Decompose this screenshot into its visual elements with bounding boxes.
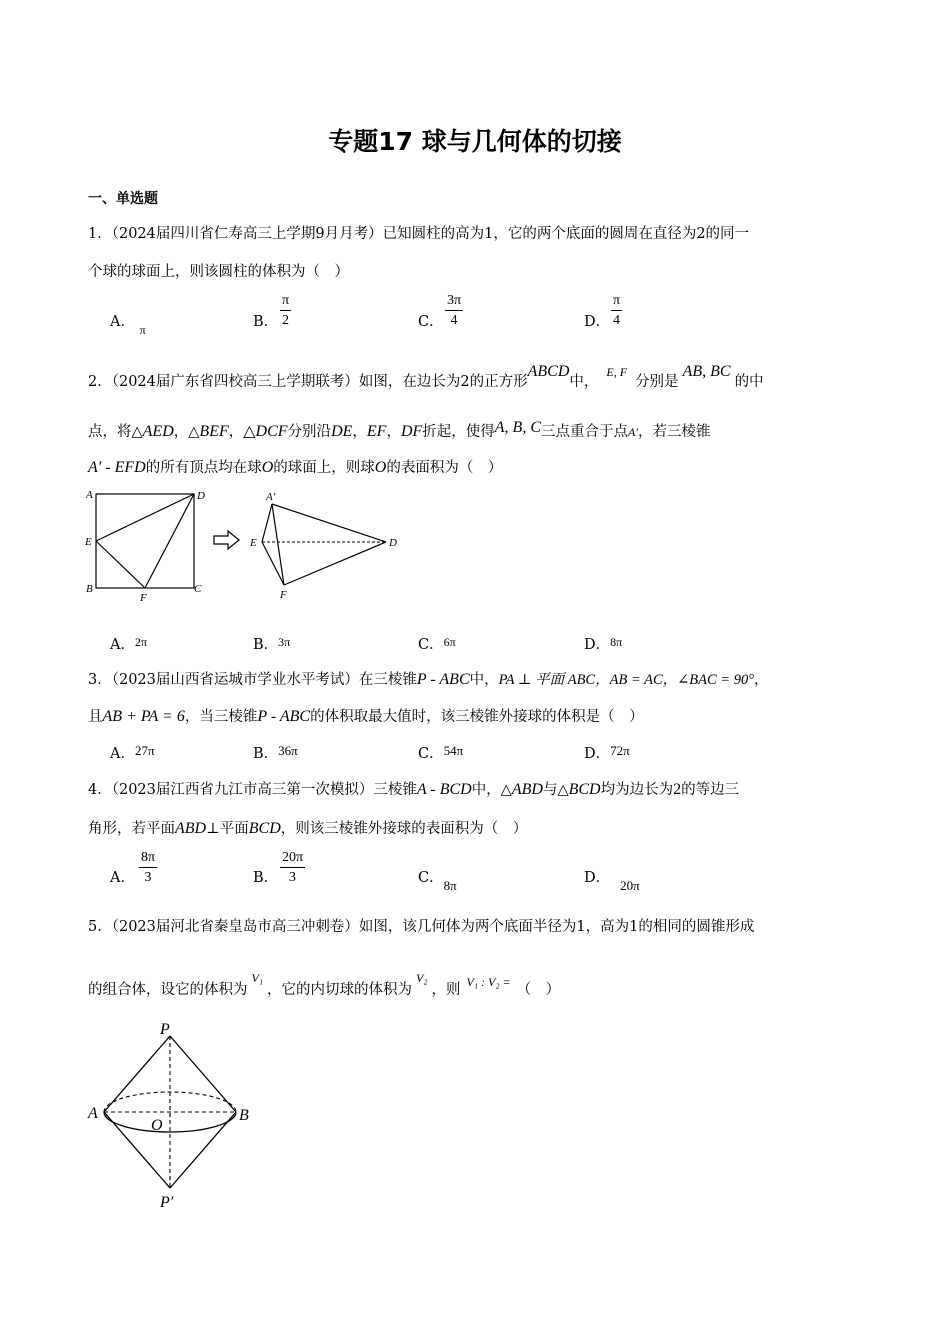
math: EF xyxy=(366,423,387,440)
text: ， xyxy=(228,424,244,440)
q1-option-c[interactable] xyxy=(418,310,444,331)
text: 中， xyxy=(469,672,499,688)
q1-line2: 个球的球面上，则该圆柱的体积为（ ） xyxy=(88,264,349,280)
text: 3．（2023届山西省运城市学业水平考试）在三棱锥 xyxy=(88,672,417,688)
q2-option-c[interactable] xyxy=(418,633,456,654)
option-label: D． xyxy=(584,870,611,886)
text: ⊥平面 xyxy=(206,821,249,837)
text: 的表面积为（ ） xyxy=(386,460,503,476)
option-label: D． xyxy=(584,637,611,653)
q2-option-b[interactable] xyxy=(253,633,290,654)
math: V₁ xyxy=(251,971,264,985)
option-value: π xyxy=(139,323,146,337)
label-a: A xyxy=(86,489,93,501)
label-b: B xyxy=(86,583,93,595)
right-arrow-icon xyxy=(212,528,242,552)
math: ABD xyxy=(175,820,207,837)
q4-option-b[interactable] xyxy=(253,866,278,887)
option-label: C． xyxy=(418,314,444,330)
math: DF xyxy=(400,423,423,440)
label-e: E xyxy=(250,537,257,549)
q2-line1 xyxy=(88,363,764,391)
option-label: B． xyxy=(253,746,279,762)
q1-option-a[interactable] xyxy=(110,310,146,337)
q4-option-a-fraction xyxy=(139,850,157,886)
text: 的所有顶点均在球 xyxy=(145,460,262,476)
label-d: D xyxy=(197,490,205,502)
option-label: C． xyxy=(418,637,444,653)
q2-option-d[interactable] xyxy=(584,633,622,654)
q1-option-b-fraction xyxy=(280,293,291,329)
math: A, B, C xyxy=(494,419,541,436)
text: 折起，使得 xyxy=(422,424,495,440)
math: ABCD xyxy=(527,363,570,380)
math: V₂ xyxy=(416,971,428,985)
label-a-prime: A′ xyxy=(266,491,276,503)
option-label: C． xyxy=(418,870,444,886)
square-outline xyxy=(96,494,194,588)
fraction-numerator: 20π xyxy=(282,850,304,865)
q3-option-b[interactable] xyxy=(253,742,298,763)
math: P - ABC xyxy=(416,671,470,688)
segment-ed xyxy=(96,494,194,541)
q5-double-cone-figure xyxy=(84,1016,264,1214)
edge-pa xyxy=(104,1036,170,1112)
fraction-denominator: 4 xyxy=(613,313,621,328)
math: ABD xyxy=(511,781,543,798)
math: O xyxy=(374,459,387,476)
edge-ad xyxy=(272,504,386,542)
math: BEF xyxy=(199,423,229,440)
label-p-prime: P′ xyxy=(160,1194,174,1211)
section-heading: 一、单选题 xyxy=(88,191,158,207)
math: BCD xyxy=(248,820,281,837)
text: 角形，若平面 xyxy=(88,821,175,837)
q5-line2 xyxy=(88,971,561,999)
q3-line2 xyxy=(88,705,644,726)
text: 的等边三 xyxy=(681,782,740,798)
math: DE xyxy=(331,423,353,440)
q2-option-a[interactable] xyxy=(110,633,147,654)
option-label: A． xyxy=(110,746,135,762)
text: 的体积取最大值时，该三棱锥外接球的体积是（ ） xyxy=(310,709,644,725)
fraction-denominator: 3 xyxy=(144,870,152,885)
text: 三点重合于点 xyxy=(540,424,628,440)
fraction-numerator: π xyxy=(282,293,290,308)
text: 的组合体，设它的体积为 xyxy=(88,982,248,998)
q1-option-d[interactable] xyxy=(584,310,610,331)
fraction-denominator: 2 xyxy=(282,313,290,328)
option-label: D． xyxy=(584,746,611,762)
q1-option-c-fraction xyxy=(445,293,463,329)
text: 中，△ xyxy=(471,782,512,798)
text: ，当三棱锥 xyxy=(184,709,258,725)
fraction-numerator: π xyxy=(613,293,621,308)
q4-line2 xyxy=(88,817,527,838)
option-value: 54π xyxy=(443,743,464,758)
q5-line1: 5．（2023届河北省秦皇岛市高三冲刺卷）如图，该几何体为两个底面半径为1，高为1的相同的圆锥形成 xyxy=(88,919,755,935)
text: 分别沿 xyxy=(287,424,332,440)
text: 均为边长为 xyxy=(600,782,674,798)
option-label: C． xyxy=(418,746,444,762)
text: 分别是 xyxy=(635,374,679,390)
q1-option-d-fraction xyxy=(611,293,622,329)
option-label: D． xyxy=(584,314,611,330)
q4-option-a[interactable] xyxy=(110,866,135,887)
text: 4．（2023届江西省九江市高三第一次模拟）三棱锥 xyxy=(88,782,417,798)
q1-option-b[interactable] xyxy=(253,310,278,331)
math: AB, BC xyxy=(682,363,731,380)
q3-option-d[interactable] xyxy=(584,742,630,763)
edge-fd xyxy=(284,542,386,585)
math: A′ xyxy=(627,425,638,439)
math: O xyxy=(261,459,274,476)
q3-option-a[interactable] xyxy=(110,742,155,763)
option-label: B． xyxy=(253,314,279,330)
option-value: 27π xyxy=(134,743,155,758)
math: P - ABC xyxy=(257,708,311,725)
edge-pb xyxy=(170,1036,236,1112)
text: （ ） xyxy=(516,982,561,998)
text: ，则该三棱锥外接球的表面积为（ ） xyxy=(280,821,528,837)
math: A - BCD xyxy=(416,781,472,798)
text: ，它的内切球的体积为 xyxy=(267,982,413,998)
text: 且 xyxy=(88,709,103,725)
edge-ae xyxy=(262,504,272,542)
option-value: 3π xyxy=(278,635,291,649)
math: BCD xyxy=(568,781,601,798)
q4-option-c[interactable] xyxy=(418,866,457,893)
q2-line3 xyxy=(88,456,502,477)
text: ， xyxy=(352,424,367,440)
math: △DCF xyxy=(243,423,288,440)
option-value: 20π xyxy=(620,878,640,893)
math: PA ⊥ 平面 ABC，AB = AC，∠BAC = 90° xyxy=(498,672,754,688)
fraction-numerator: 3π xyxy=(447,293,462,308)
q3-line1 xyxy=(88,668,769,689)
text: 与△ xyxy=(542,782,569,798)
option-value: 2π xyxy=(134,635,148,649)
q1-line1: 1．（2024届四川省仁寿高三上学期9月月考）已知圆柱的高为1，它的两个底面的圆周在直径为2的同一 xyxy=(88,226,750,242)
q4-option-d[interactable] xyxy=(584,866,640,893)
option-label: A． xyxy=(110,870,135,886)
fraction-denominator: 4 xyxy=(450,313,458,328)
label-c: C xyxy=(194,583,202,595)
q3-option-c[interactable] xyxy=(418,742,463,763)
option-value: 8π xyxy=(610,635,623,649)
option-label: A． xyxy=(110,637,135,653)
math: AB + PA = 6 xyxy=(102,708,185,725)
label-e: E xyxy=(85,536,92,548)
label-d: D xyxy=(389,537,397,549)
fraction-denominator: 3 xyxy=(289,870,297,885)
q2-tetrahedron-figure xyxy=(246,488,406,602)
math: V₁ : V₂ = xyxy=(466,975,511,989)
math: E, F xyxy=(606,365,628,379)
math: A′ - EFD xyxy=(88,459,146,476)
text: ， xyxy=(754,672,769,688)
text: 的中 xyxy=(734,374,764,390)
q2-line2 xyxy=(88,420,710,441)
text: ，△ xyxy=(173,424,200,440)
text: 点，将△ xyxy=(88,424,143,440)
option-value: 36π xyxy=(278,743,298,758)
text: 的球面上，则球 xyxy=(273,460,375,476)
math: AED xyxy=(142,423,174,440)
edge-bp-prime xyxy=(170,1112,236,1188)
option-label: B． xyxy=(253,870,279,886)
option-value: 8π xyxy=(443,878,457,893)
q2-square-figure xyxy=(82,484,212,606)
text: 中， xyxy=(569,374,599,390)
label-o: O xyxy=(151,1117,163,1134)
text: ， xyxy=(386,424,401,440)
option-value: 6π xyxy=(443,635,456,649)
segment-fd xyxy=(145,494,194,588)
option-value: 72π xyxy=(610,743,630,758)
label-f: F xyxy=(140,592,147,604)
segment-ef xyxy=(96,541,145,588)
q4-option-b-fraction xyxy=(280,850,305,886)
fraction-numerator: 8π xyxy=(141,850,156,865)
text: ，若三棱锥 xyxy=(637,424,711,440)
text: 2．（2024届广东省四校高三上学期联考）如图，在边长为2的正方形 xyxy=(88,374,528,390)
label-b: B xyxy=(239,1107,249,1124)
math: 2 xyxy=(673,781,682,798)
option-label: A． xyxy=(110,314,135,330)
label-f: F xyxy=(280,589,287,601)
text: ，则 xyxy=(431,982,461,998)
q4-line1 xyxy=(88,778,739,799)
option-label: B． xyxy=(253,637,279,653)
page-title: 专题17 球与几何体的切接 xyxy=(328,127,622,156)
label-a: A xyxy=(88,1105,98,1122)
label-p: P xyxy=(160,1021,170,1038)
